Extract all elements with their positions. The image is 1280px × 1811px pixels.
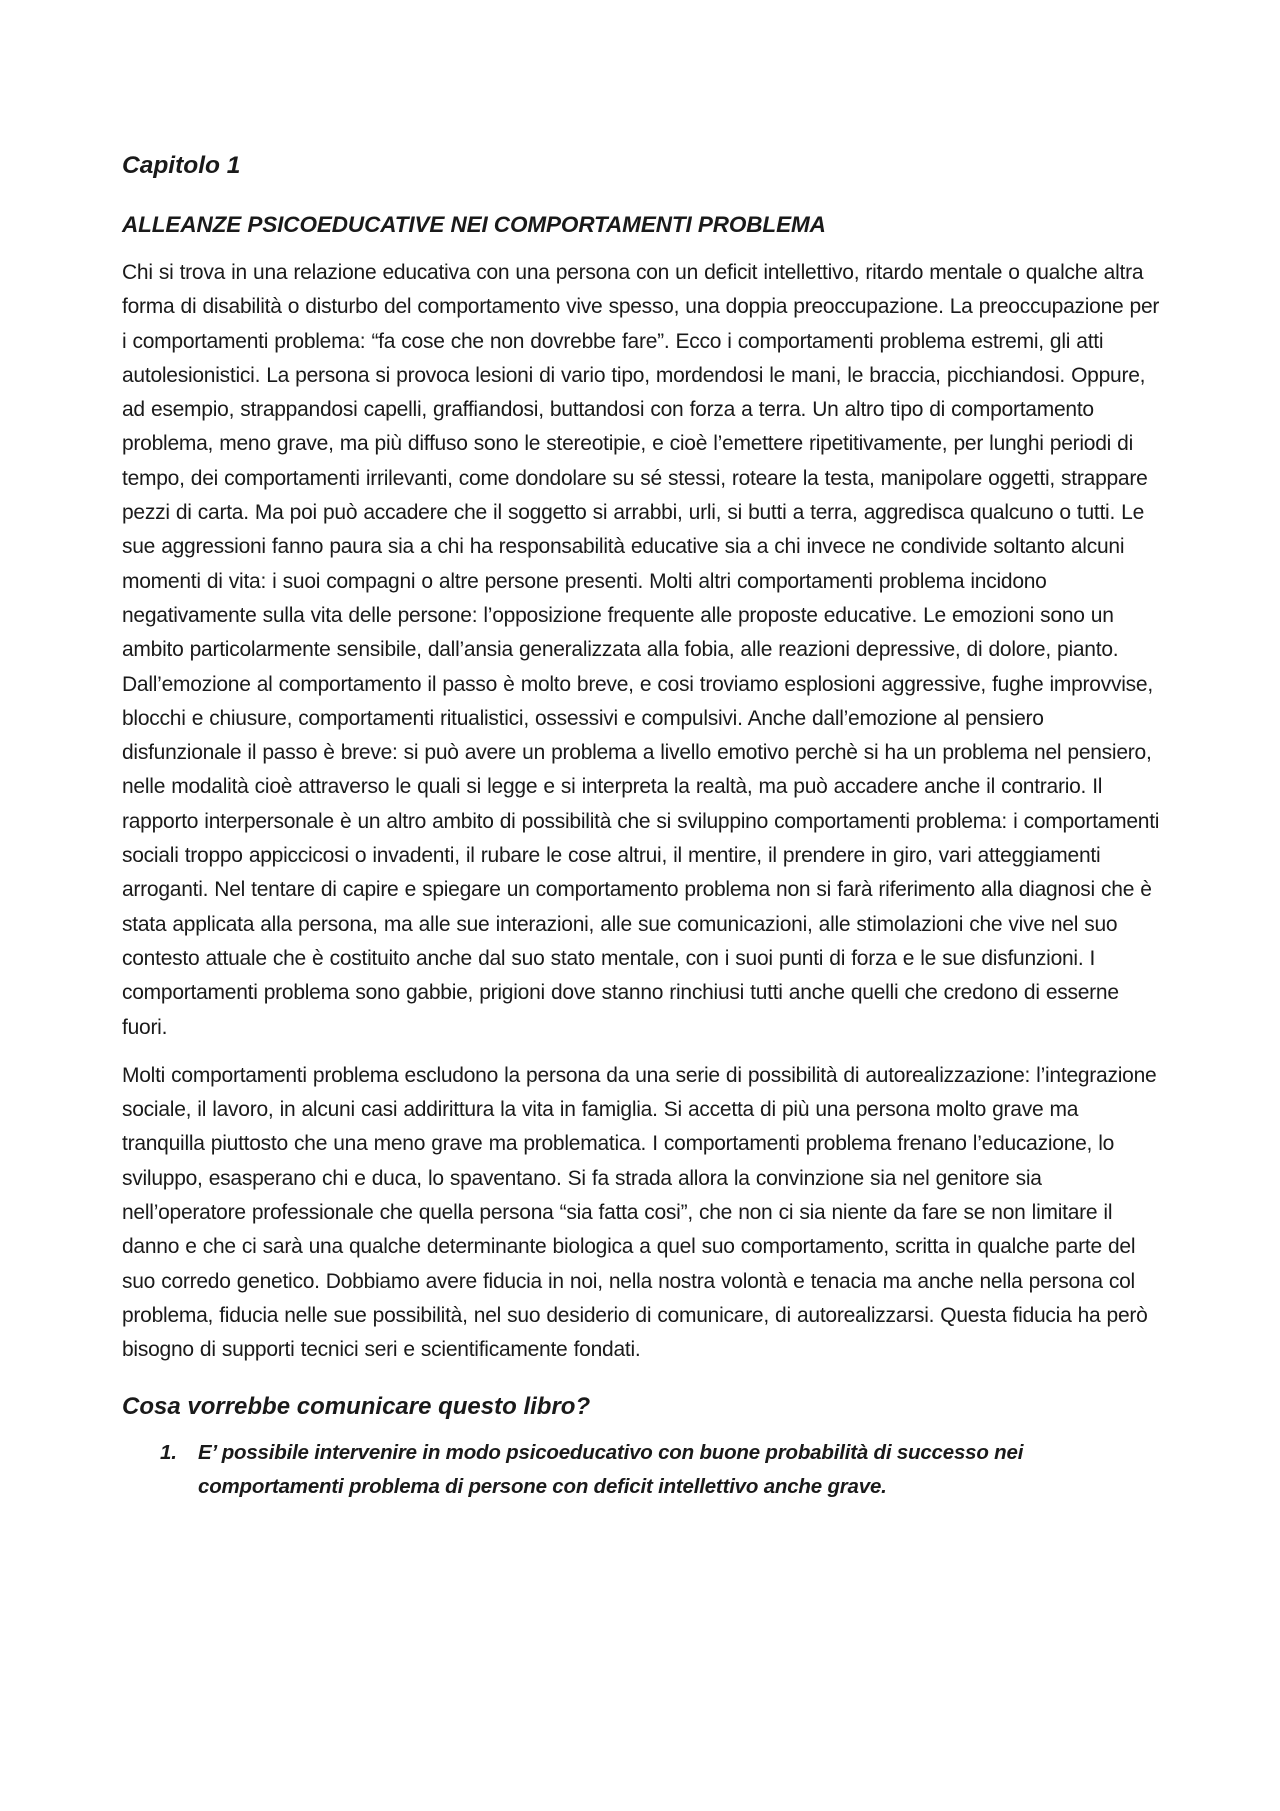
- document-page: [122, 150, 1162, 1504]
- list-item-text: E’ possibile intervenire in modo psicoeducativo con buone probabilità di successo nei comportamenti problema di persone con deficit intellettivo anche grave.: [198, 1440, 1024, 1498]
- list-item: [122, 1436, 1162, 1504]
- section-heading: Cosa vorrebbe comunicare questo libro?: [122, 1392, 591, 1420]
- body-paragraph: Chi si trova in una relazione educativa con una persona con un deficit intellettivo, ritardo mentale o qualche altra forma di disabilità o disturbo del comportamento vive spesso, una doppia preoccupazione. La preoccupazione per i comportamenti problema: “fa cose che non dovrebbe fare”. Ecco i comportamenti problema estremi, gli atti autolesionistici. La persona si provoca lesioni di vario tipo, mordendosi le mani, le braccia, picchiandosi. Oppure, ad esempio, strappandosi capelli, graffiandosi, buttandosi con forza a terra. Un altro tipo di comportamento problema, meno grave, ma più diffuso sono le stereotipie, e cioè l’emettere ripetitivamente, per lunghi periodi di tempo, dei comportamenti irrilevanti, come dondolare su sé stessi, roteare la testa, manipolare oggetti, strappare pezzi di carta. Ma poi può accadere che il soggetto si arrabbi, urli, si butti a terra, aggredisca qualcuno o tutti. Le sue aggressioni fanno paura sia a chi ha responsabilità educative sia a chi invece ne condivide soltanto alcuni momenti di vita: i suoi compagni o altre persone presenti. Molti altri comportamenti problema incidono negativamente sulla vita delle persone: l’opposizione frequente alle proposte educative. Le emozioni sono un ambito particolarmente sensibile, dall’ansia generalizzata alla fobia, alle reazioni depressive, di dolore, pianto. Dall’emozione al comportamento il passo è molto breve, e cosi troviamo esplosioni aggressive, fughe improvvise, blocchi e chiusure, comportamenti ritualistici, ossessivi e compulsivi. Anche dall’emozione al pensiero disfunzionale il passo è breve: si può avere un problema a livello emotivo perchè si ha un problema nel pensiero, nelle modalità cioè attraverso le quali si legge e si interpreta la realtà, ma può accadere anche il contrario. Il rapporto interpersonale è un altro ambito di possibilità che si sviluppino comportamenti problema: i comportamenti sociali troppo appiccicosi o invadenti, il rubare le cose altrui, il mentire, il prendere in giro, vari atteggiamenti arroganti. Nel tentare di capire e spiegare un comportamento problema non si farà riferimento alla diagnosi che è stata applicata alla persona, ma alle sue interazioni, alle sue comunicazioni, alle stimolazioni che vive nel suo contesto attuale che è costituito anche dal suo stato mentale, con i suoi punti di forza e le sue disfunzioni. I comportamenti problema sono gabbie, prigioni dove stanno rinchiusi tutti anche quelli che credono di esserne fuori.: [122, 261, 1160, 1039]
- chapter-title: ALLEANZE PSICOEDUCATIVE NEI COMPORTAMENTI PROBLEMA: [122, 212, 826, 237]
- numbered-list: [122, 1436, 1162, 1504]
- body-paragraph: Molti comportamenti problema escludono la persona da una serie di possibilità di autorealizzazione: l’integrazione sociale, il lavoro, in alcuni casi addirittura la vita in famiglia. Si accetta di più una persona molto grave ma tranquilla piuttosto che una meno grave ma problematica. I comportamenti problema frenano l’educazione, lo sviluppo, esasperano chi e duca, lo spaventano. Si fa strada allora la convinzione sia nel genitore sia nell’operatore professionale che quella persona “sia fatta cosi”, che non ci sia niente da fare se non limitare il danno e che ci sarà una qualche determinante biologica a quel suo comportamento, scritta in qualche parte del suo corredo genetico. Dobbiamo avere fiducia in noi, nella nostra volontà e tenacia ma anche nella persona col problema, fiducia nelle sue possibilità, nel suo desiderio di comunicare, di autorealizzarsi. Questa fiducia ha però bisogno di supporti tecnici seri e scientificamente fondati.: [122, 1063, 1157, 1362]
- chapter-label: Capitolo 1: [122, 152, 241, 179]
- list-item-number: 1.: [160, 1440, 177, 1464]
